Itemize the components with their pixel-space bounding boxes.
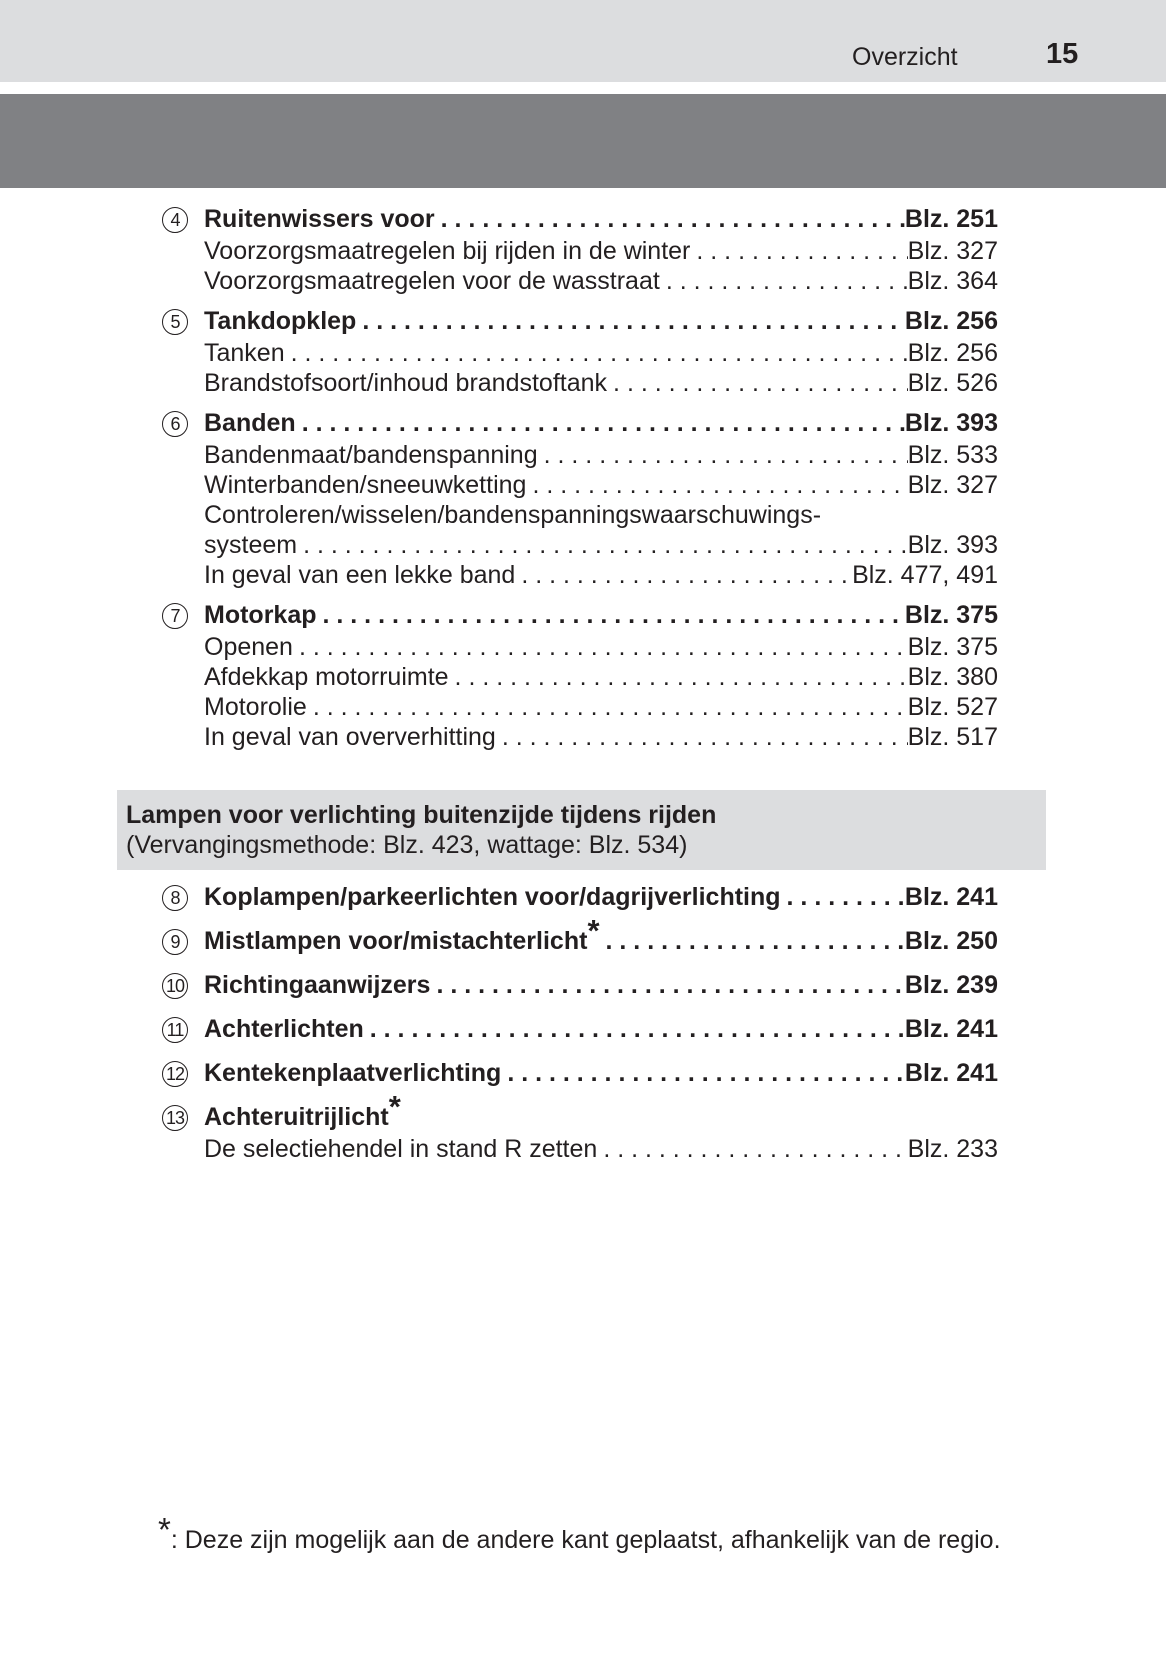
item-number-badge: 12 <box>162 1061 188 1087</box>
dot-leader <box>690 236 907 266</box>
subentry-label: In geval van oververhitting <box>204 723 496 751</box>
entry-title: Achterlichten <box>204 1015 364 1043</box>
page-reference: Blz. 364 <box>907 267 998 295</box>
subentry-row <box>204 722 998 752</box>
subentry-row <box>204 368 998 398</box>
entry-title: Koplampen/parkeerlichten voor/dagrijverlichting <box>204 883 781 911</box>
header-band <box>0 0 1166 82</box>
dot-leader <box>430 970 904 1000</box>
item-number-badge: 11 <box>162 1017 188 1043</box>
dot-leader <box>307 692 908 722</box>
dot-leader <box>296 408 905 438</box>
page-reference: Blz. 239 <box>904 971 998 999</box>
subentry-row <box>204 470 998 500</box>
index-entry-7 <box>0 600 1166 752</box>
item-number-badge: 9 <box>162 929 188 955</box>
index-entry-9 <box>0 913 1166 956</box>
entry-title: Richtingaanwijzers <box>204 971 431 999</box>
index-group-2 <box>0 882 1166 1164</box>
entry-title-row <box>204 306 998 336</box>
entry-title: Ruitenwissers voor <box>204 205 435 233</box>
subentry-label: Brandstofsoort/inhoud brandstoftank <box>204 369 608 397</box>
subentry-label: systeem <box>204 531 298 559</box>
index-entry-13 <box>0 1089 1166 1164</box>
subentry-label: Voorzorgsmaatregelen bij rijden in de winter <box>204 237 691 265</box>
page-reference: Blz. 241 <box>904 883 998 911</box>
dot-leader <box>285 338 908 368</box>
index-group-1 <box>0 204 1166 752</box>
item-number-badge: 4 <box>162 207 188 233</box>
dot-leader <box>600 926 905 956</box>
subentry-row <box>204 662 998 692</box>
subentry-label: Motorolie <box>204 693 307 721</box>
dot-leader <box>297 530 908 560</box>
entry-title-row <box>204 1089 998 1132</box>
footnote-marker: * <box>388 1089 401 1124</box>
item-number-badge: 8 <box>162 885 188 911</box>
page-reference: Blz. 375 <box>907 633 998 661</box>
dot-leader <box>496 722 908 752</box>
dot-leader <box>364 1014 905 1044</box>
subentry-row <box>204 236 998 266</box>
dot-leader <box>660 266 908 296</box>
subentry-row <box>204 338 998 368</box>
entry-title-row <box>204 408 998 438</box>
index-entry-4 <box>0 204 1166 296</box>
dot-leader <box>781 882 905 912</box>
subentry-row <box>204 632 998 662</box>
footnote-marker: * <box>587 913 600 948</box>
subentry-label: Voorzorgsmaatregelen voor de wasstraat <box>204 267 660 295</box>
item-number-badge: 13 <box>162 1105 188 1131</box>
subentry-row <box>204 440 998 470</box>
page-reference: Blz. 477, 491 <box>852 561 998 589</box>
subentry-label: Afdekkap motorruimte <box>204 663 449 691</box>
entry-title: Tankdopklep <box>204 307 357 335</box>
dot-leader <box>538 440 908 470</box>
info-box <box>117 790 1046 870</box>
entry-title: Banden <box>204 409 296 437</box>
subentry-row <box>204 530 998 560</box>
page-reference: Blz. 241 <box>904 1015 998 1043</box>
dot-leader <box>317 600 905 630</box>
entry-title-row <box>204 913 998 956</box>
page-reference: Blz. 251 <box>904 205 998 233</box>
footnote-marker: * <box>158 1511 171 1548</box>
index-entry-8 <box>0 882 1166 912</box>
page-reference: Blz. 327 <box>907 237 998 265</box>
entry-title: Kentekenplaatverlichting <box>204 1059 502 1087</box>
dot-leader <box>607 368 908 398</box>
page-reference: Blz. 256 <box>904 307 998 335</box>
index-entry-10 <box>0 970 1166 1000</box>
page-reference: Blz. 533 <box>907 441 998 469</box>
entry-title: Mistlampen voor/mistachterlicht* <box>204 913 600 955</box>
info-box-subtitle: (Vervangingsmethode: Blz. 423, wattage: Blz. 534) <box>126 831 688 859</box>
subentry-row <box>204 560 998 590</box>
page-reference: Blz. 526 <box>907 369 998 397</box>
subentry-label: Bandenmaat/bandenspanning <box>204 441 538 469</box>
dot-leader <box>435 204 905 234</box>
page-reference: Blz. 527 <box>907 693 998 721</box>
entry-title-row <box>204 204 998 234</box>
subentry-label: Openen <box>204 633 293 661</box>
page-reference: Blz. 380 <box>907 663 998 691</box>
item-number-badge: 5 <box>162 309 188 335</box>
footnote-text: : Deze zijn mogelijk aan de andere kant geplaatst, afhankelijk van de regio. <box>170 1526 1001 1554</box>
page-reference: Blz. 241 <box>904 1059 998 1087</box>
subentry-row <box>204 266 998 296</box>
header-title: Overzicht <box>852 43 958 71</box>
dot-leader <box>356 306 905 336</box>
page-reference: Blz. 393 <box>904 409 998 437</box>
subentry-label: Winterbanden/sneeuwketting <box>204 471 527 499</box>
entry-title-row <box>204 1058 998 1088</box>
item-number-badge: 6 <box>162 411 188 437</box>
subentry-row <box>204 500 998 530</box>
subentry-label: Tanken <box>204 339 285 367</box>
dot-leader <box>515 560 852 590</box>
info-box-title: Lampen voor verlichting buitenzijde tijdens rijden <box>126 801 717 829</box>
entry-title-row <box>204 882 998 912</box>
entry-title-row <box>204 600 998 630</box>
dot-leader <box>293 632 908 662</box>
page-reference: Blz. 375 <box>904 601 998 629</box>
index-entry-6 <box>0 408 1166 590</box>
dot-leader <box>526 470 907 500</box>
subentry-row <box>204 1134 998 1164</box>
index-entry-11 <box>0 1014 1166 1044</box>
subentry-label: In geval van een lekke band <box>204 561 516 589</box>
entry-title-row <box>204 970 998 1000</box>
dot-leader <box>449 662 908 692</box>
page-reference: Blz. 233 <box>907 1135 998 1163</box>
page-reference: Blz. 517 <box>907 723 998 751</box>
index-entry-12 <box>0 1058 1166 1088</box>
entry-title-row <box>204 1014 998 1044</box>
page-reference: Blz. 327 <box>907 471 998 499</box>
entry-title: Achteruitrijlicht* <box>204 1089 401 1131</box>
page-reference: Blz. 250 <box>904 927 998 955</box>
index-entry-5 <box>0 306 1166 398</box>
entry-title: Motorkap <box>204 601 317 629</box>
subentry-row <box>204 692 998 722</box>
footnote <box>158 1511 1001 1555</box>
page-reference: Blz. 256 <box>907 339 998 367</box>
page-number: 15 <box>1046 38 1079 70</box>
page-reference: Blz. 393 <box>907 531 998 559</box>
item-number-badge: 10 <box>162 973 188 999</box>
subentry-label: De selectiehendel in stand R zetten <box>204 1135 598 1163</box>
item-number-badge: 7 <box>162 603 188 629</box>
dot-leader <box>597 1134 907 1164</box>
dot-leader <box>501 1058 905 1088</box>
header-dark-band <box>0 94 1166 188</box>
subentry-label: Controleren/wisselen/bandenspanningswaarschuwings- <box>204 501 822 529</box>
